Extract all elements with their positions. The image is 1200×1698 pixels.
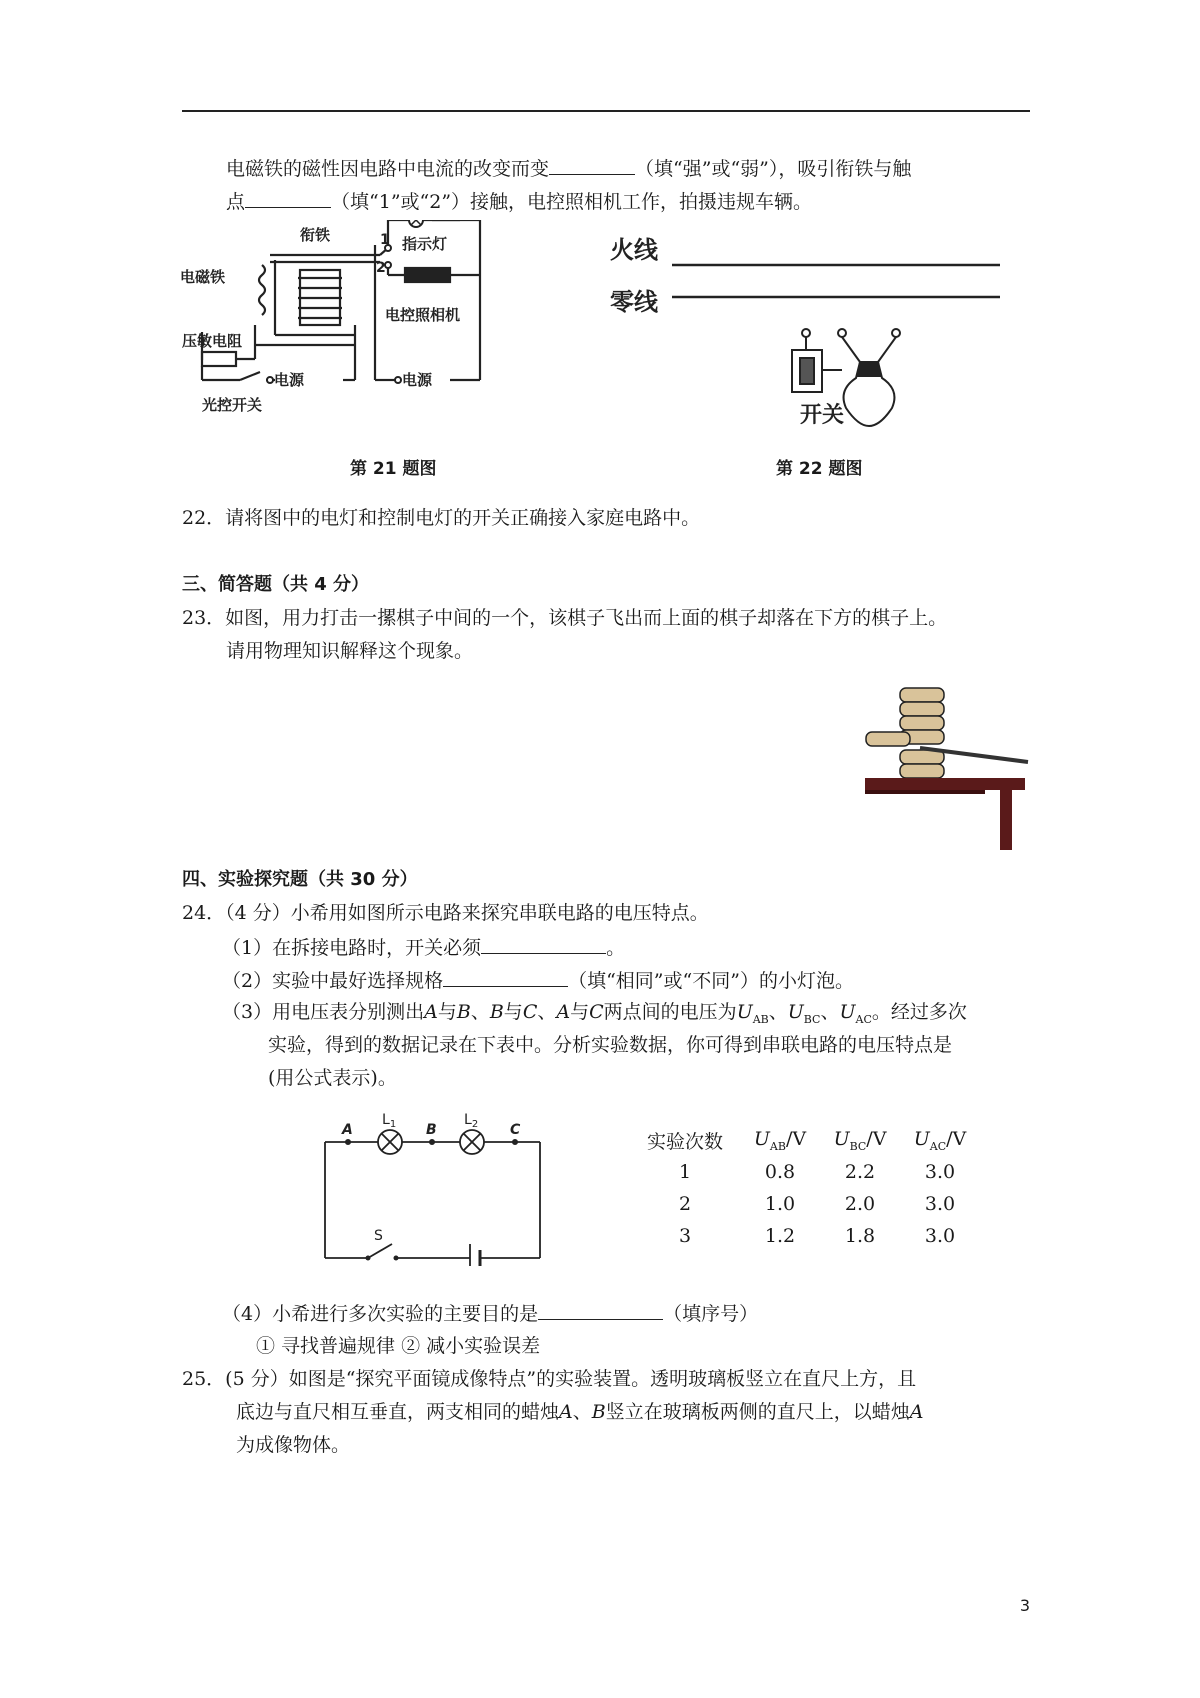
label-contact-1: 1 bbox=[380, 232, 390, 248]
table-header-row bbox=[630, 1124, 980, 1156]
q24-part3-line1: （3）用电压表分别测出A与B、B与C、A与C两点间的电压为$U_{AB}$、$U_{BC}$、$U_{AC}$。经过多次 bbox=[222, 1001, 967, 1026]
label-light-switch: 光控开关 bbox=[202, 396, 263, 414]
table-cell: 0.8 bbox=[764, 1161, 796, 1183]
node-A-label: A bbox=[342, 1122, 353, 1138]
header-rule bbox=[182, 110, 1030, 112]
caption-fig-21: 第 21 题图 bbox=[350, 459, 437, 479]
q24-part4-options: ① 寻找普遍规律 ② 减小实验误差 bbox=[256, 1335, 541, 1357]
label-camera: 电控照相机 bbox=[385, 306, 461, 324]
lamp-L2-label: $L_2$ bbox=[464, 1112, 479, 1130]
label-electromagnet: 电磁铁 bbox=[180, 268, 226, 286]
label-power-left: 电源 bbox=[274, 371, 305, 389]
table-header: $U_{AC}/V$ bbox=[913, 1127, 967, 1153]
label-piezo-resistor: 压敏电阻 bbox=[182, 332, 243, 350]
table-cell: 3 bbox=[678, 1225, 692, 1247]
q24-part4: （4）小希进行多次实验的主要目的是 （填序号） bbox=[222, 1299, 758, 1327]
q24-part3-line3: (用公式表示)。 bbox=[268, 1067, 397, 1089]
label-switch: 开关 bbox=[800, 403, 845, 428]
light-bulb-icon bbox=[838, 329, 900, 426]
q23-stacked-checkers-figure bbox=[860, 680, 1030, 850]
q24-part2: （2）实验中最好选择规格 （填“相同”或“不同”）的小灯泡。 bbox=[222, 966, 854, 994]
q24-data-table bbox=[630, 1124, 980, 1252]
label-indicator: 指示灯 bbox=[402, 235, 448, 253]
page-number: 3 bbox=[1019, 1596, 1030, 1615]
table-row bbox=[630, 1220, 980, 1252]
table-cell: 2 bbox=[678, 1193, 692, 1215]
q25-line3: 为成像物体。 bbox=[236, 1434, 351, 1456]
q23-line2: 请用物理知识解释这个现象。 bbox=[226, 640, 474, 662]
label-armature: 衔铁 bbox=[300, 226, 331, 244]
q24-part1: （1）在拆接电路时，开关必须 。 bbox=[222, 933, 625, 961]
table-cell: 3.0 bbox=[924, 1161, 956, 1183]
table-cell: 1.0 bbox=[764, 1193, 796, 1215]
q22-text: 22．请将图中的电灯和控制电灯的开关正确接入家庭电路中。 bbox=[182, 507, 701, 529]
section-4-heading: 四、实验探究题（共 30 分） bbox=[182, 869, 418, 890]
q24-part3-line2: 实验，得到的数据记录在下表中。分析实验数据，你可得到串联电路的电压特点是 bbox=[268, 1034, 953, 1056]
table-cell: 2.0 bbox=[844, 1193, 876, 1215]
table-header: 实验次数 bbox=[646, 1130, 723, 1153]
q22-household-circuit-figure bbox=[610, 230, 1010, 430]
q24-intro: 24．（4 分）小希用如图所示电路来探究串联电路的电压特点。 bbox=[182, 902, 709, 924]
label-neutral-wire: 零线 bbox=[610, 288, 658, 316]
table-cell: 3.0 bbox=[924, 1193, 956, 1215]
answer-blank[interactable] bbox=[443, 966, 568, 987]
answer-blank[interactable] bbox=[245, 187, 331, 208]
lamp-L1-label: $L_1$ bbox=[382, 1112, 397, 1130]
q21-text-line1: 电磁铁的磁性因电路中电流的改变而变 （填“强”或“弱”），吸引衔铁与触 bbox=[226, 154, 911, 182]
node-B-label: B bbox=[426, 1122, 437, 1138]
answer-blank[interactable] bbox=[538, 1299, 663, 1320]
label-live-wire: 火线 bbox=[610, 236, 658, 264]
q25-line1: 25．(5 分）如图是“探究平面镜成像特点”的实验装置。透明玻璃板竖立在直尺上方，且 bbox=[182, 1368, 917, 1390]
label-contact-2: 2 bbox=[376, 260, 386, 276]
q21-text-line2: 点 （填“1”或“2”）接触，电控照相机工作，拍摄违规车辆。 bbox=[226, 187, 812, 215]
switch-S-label: S bbox=[374, 1228, 383, 1244]
wall-switch-icon bbox=[792, 329, 842, 392]
q24-series-circuit-figure bbox=[320, 1106, 560, 1266]
table-cell: 3.0 bbox=[924, 1225, 956, 1247]
node-C-label: C bbox=[510, 1122, 521, 1138]
table-header: $U_{AB}/V$ bbox=[753, 1127, 807, 1153]
table-header: $U_{BC}/V$ bbox=[833, 1127, 887, 1153]
table-row bbox=[630, 1188, 980, 1220]
q21-relay-circuit-figure bbox=[180, 220, 520, 430]
table-cell: 1 bbox=[678, 1161, 692, 1183]
answer-blank[interactable] bbox=[549, 154, 635, 175]
table-row bbox=[630, 1156, 980, 1188]
section-3-heading: 三、简答题（共 4 分） bbox=[182, 574, 370, 595]
q23-line1: 23．如图，用力打击一摞棋子中间的一个，该棋子飞出而上面的棋子却落在下方的棋子上。 bbox=[182, 607, 948, 629]
q25-line2: 底边与直尺相互垂直，两支相同的蜡烛A、B竖立在玻璃板两侧的直尺上，以蜡烛A bbox=[236, 1401, 924, 1423]
label-power-right: 电源 bbox=[402, 371, 433, 389]
table-cell: 1.2 bbox=[764, 1225, 796, 1247]
caption-fig-22: 第 22 题图 bbox=[776, 459, 863, 479]
table-cell: 2.2 bbox=[844, 1161, 876, 1183]
answer-blank[interactable] bbox=[481, 933, 606, 954]
table-cell: 1.8 bbox=[844, 1225, 876, 1247]
